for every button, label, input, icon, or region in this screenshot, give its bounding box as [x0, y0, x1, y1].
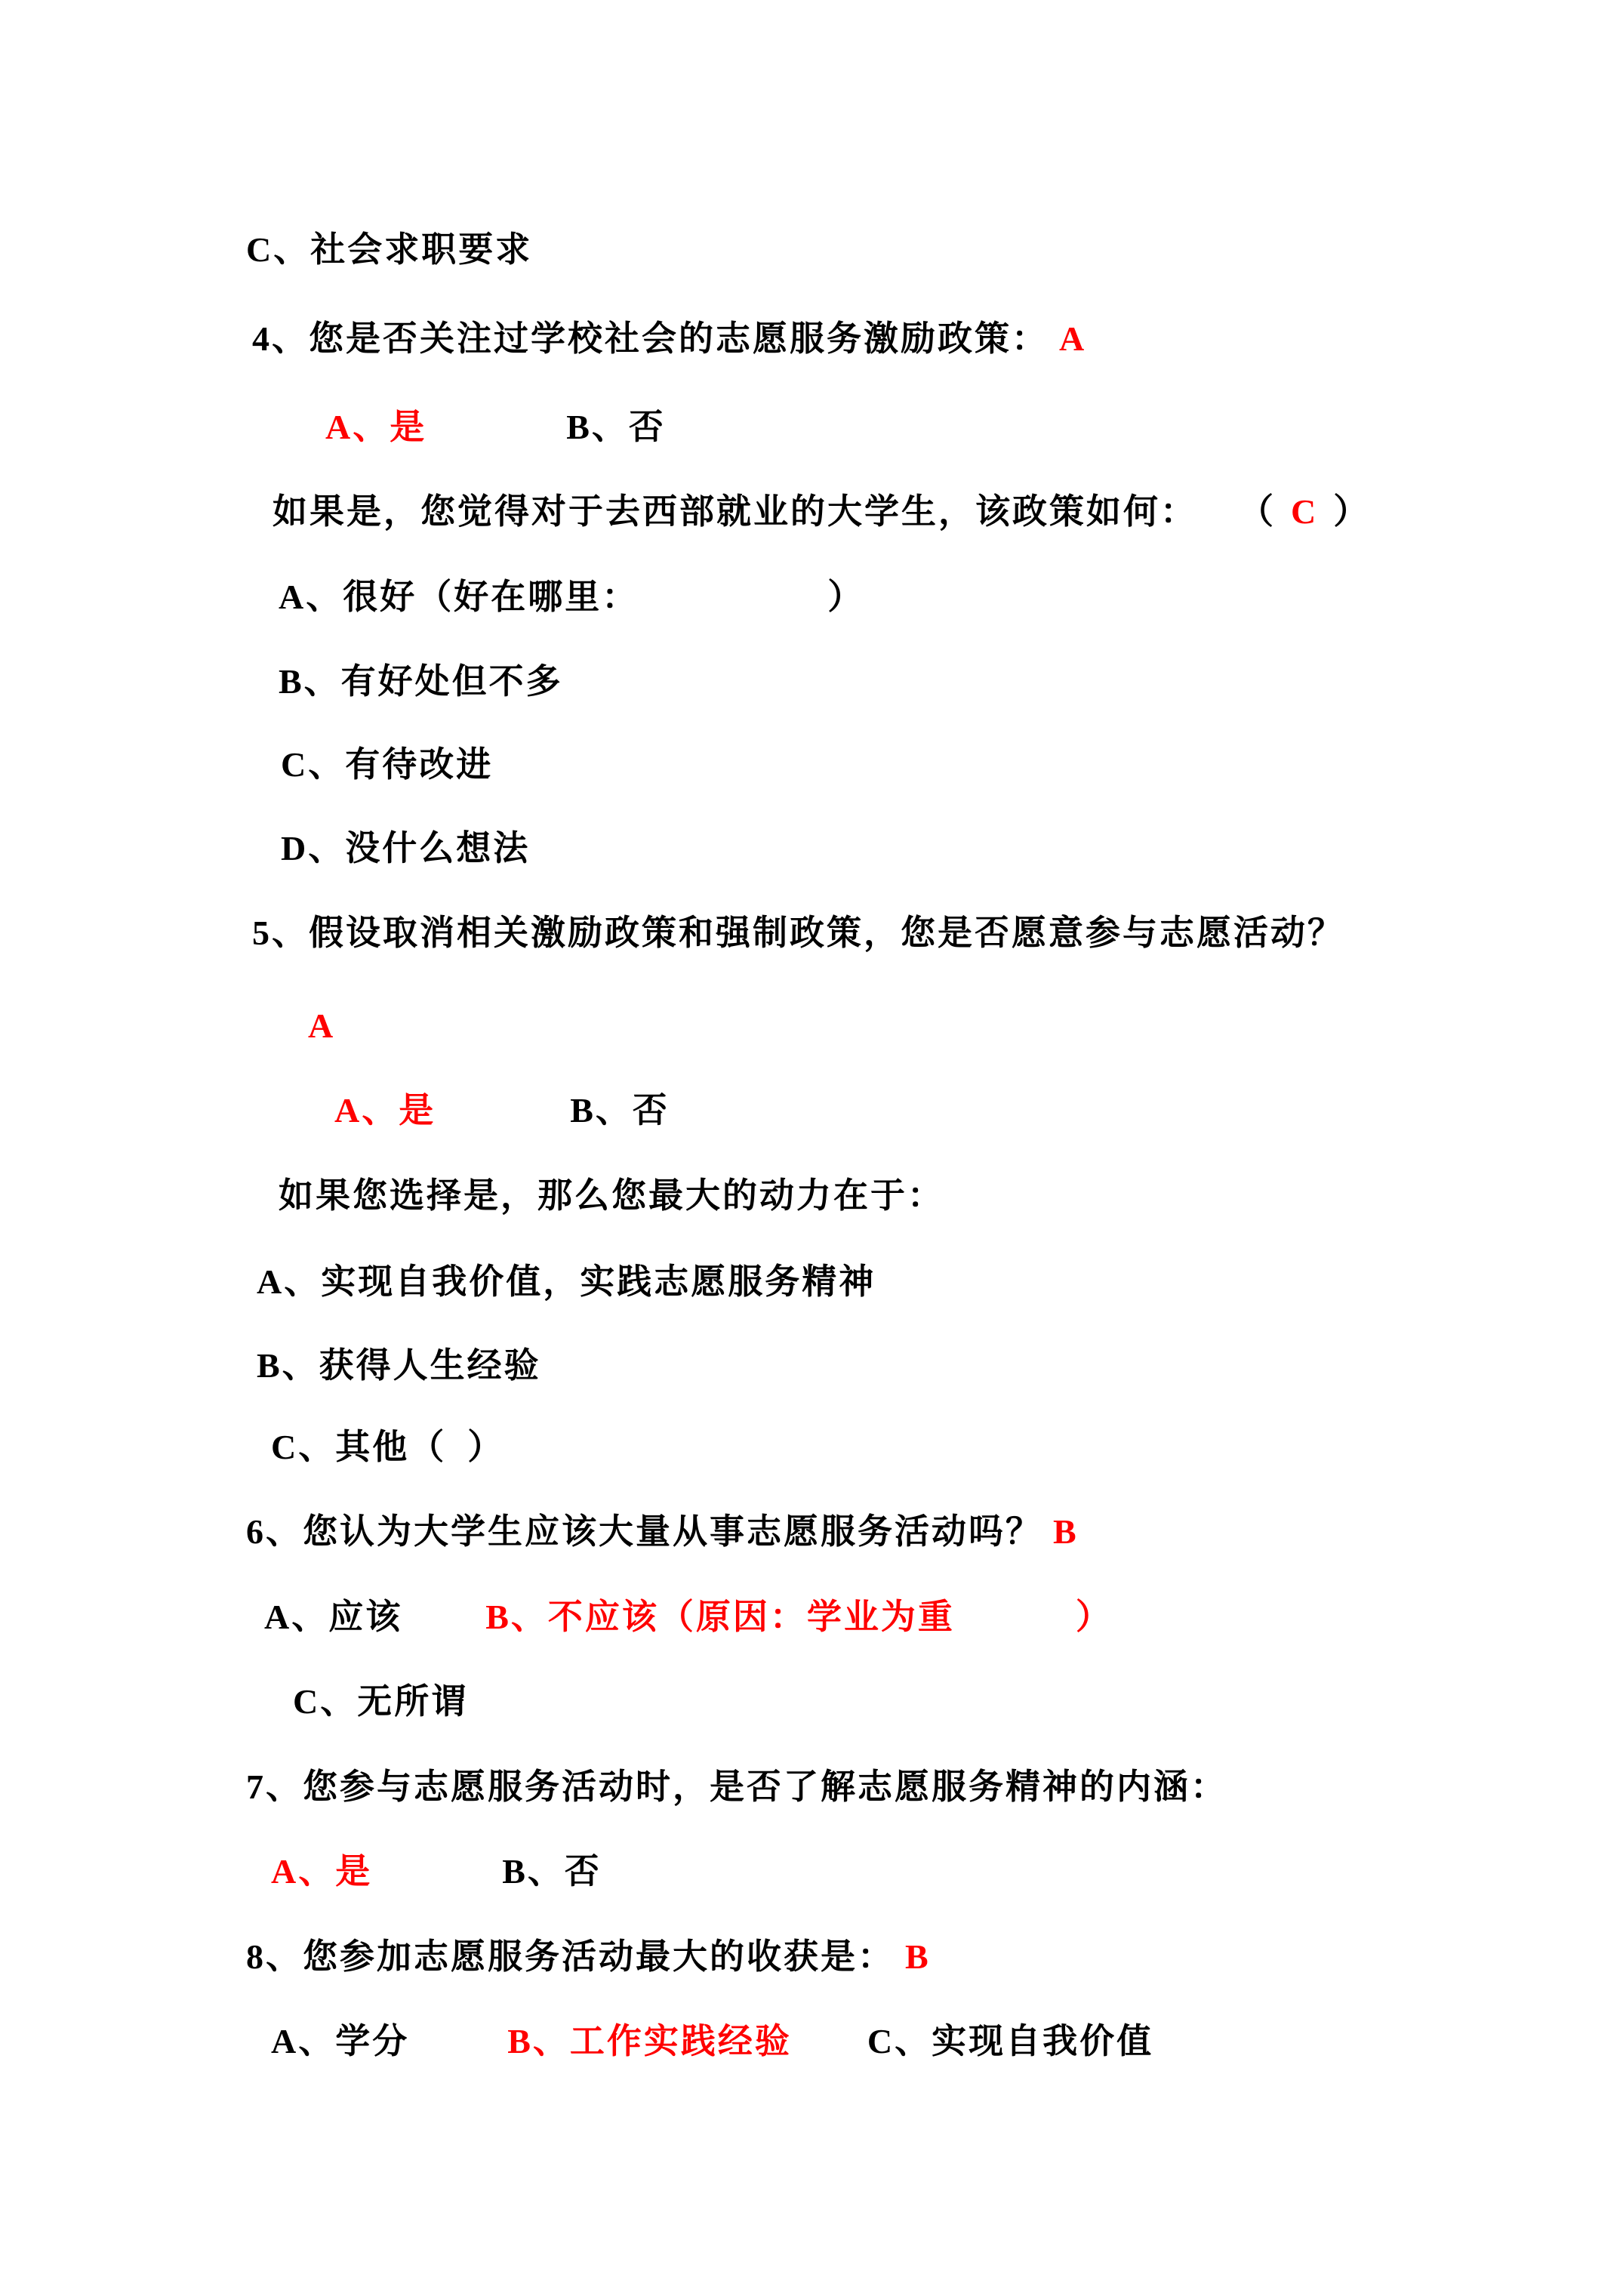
q7-option-no: B、否 [502, 1852, 602, 1891]
question-8-options-row [271, 2020, 1153, 2063]
option-text: C、无所谓 [293, 1682, 469, 1721]
q4-followup-option-a [279, 576, 864, 618]
question-4-stem-line [252, 318, 1086, 360]
q4-followup-stem: 如果是，您觉得对于去西部就业的大学生，该政策如何： [273, 492, 1197, 531]
q4-option-no: B、否 [566, 408, 666, 446]
q5-option-no: B、否 [570, 1091, 670, 1130]
paren-close: ） [1075, 1598, 1113, 1636]
question-4-options-row [325, 406, 666, 448]
q6-option-b-answer: B、不应该（原因：学业为重 [485, 1598, 955, 1636]
q8-option-c: C、实现自我价值 [867, 2022, 1154, 2060]
question-7-stem: 7、您参与志愿服务活动时，是否了解志愿服务精神的内涵： [246, 1767, 1227, 1806]
option-text: C、社会求职要求 [246, 230, 533, 269]
q5-followup-option-c [271, 1426, 504, 1469]
option-text: B、有好处但不多 [279, 662, 563, 701]
question-6-options-row [264, 1596, 1113, 1638]
option-text: C、有待改进 [281, 745, 494, 784]
question-4-answer: A [1059, 319, 1087, 358]
q5-followup-stem: 如果您选择是，那么您最大的动力在于： [279, 1176, 944, 1215]
q5-followup-option-a [257, 1261, 876, 1303]
q4-followup-option-d [281, 827, 530, 870]
paren-close: ） [1333, 492, 1371, 531]
question-4-stem: 4、您是否关注过学校社会的志愿服务激励政策： [252, 319, 1049, 358]
q8-option-b: B、工作实践经验 [507, 2022, 792, 2060]
q4-followup-answer: C [1291, 492, 1319, 531]
q6-option-c [293, 1681, 468, 1723]
q4-option-yes: A、是 [325, 408, 427, 446]
q5-followup-option-b [257, 1345, 541, 1387]
option-text: D、没什么想法 [281, 829, 531, 868]
q7-option-yes: A、是 [271, 1852, 373, 1891]
q5-option-yes: A、是 [334, 1091, 436, 1130]
question-5-answer: A [308, 1006, 336, 1045]
q4-followup-option-b [279, 661, 563, 703]
paren-close: ） [467, 1428, 505, 1466]
question-6-stem: 6、您认为大学生应该大量从事志愿服务活动吗？ [246, 1512, 1042, 1551]
question-5-options-row [334, 1089, 670, 1132]
option-text: B、获得人生经验 [257, 1346, 541, 1385]
option-text: A、实现自我价值，实践志愿服务精神 [257, 1262, 876, 1301]
question-6-stem-line [246, 1511, 1079, 1553]
question-8-answer: B [905, 1937, 931, 1976]
question-6-answer: B [1053, 1512, 1079, 1551]
question-5-answer-line [308, 1005, 335, 1047]
q5-followup-stem-line [279, 1175, 944, 1217]
option-text: A、很好（好在哪里： [279, 578, 639, 616]
q6-option-a: A、应该 [264, 1598, 403, 1636]
question-8-stem-line [246, 1936, 931, 1978]
option-text: C、其他（ [271, 1428, 447, 1466]
question-8-stem: 8、您参加志愿服务活动最大的收获是： [246, 1937, 895, 1976]
q8-option-a: A、学分 [271, 2022, 410, 2060]
question-7-stem-line [246, 1766, 1227, 1808]
paren-open: （ [1239, 492, 1276, 531]
prev-question-option-c [246, 229, 532, 271]
question-5-stem-line [252, 912, 1344, 954]
q4-followup-option-c [281, 744, 493, 786]
question-5-stem: 5、假设取消相关激励政策和强制政策，您是否愿意参与志愿活动？ [252, 914, 1344, 952]
question-7-options-row [271, 1851, 602, 1893]
paren-close: ） [827, 578, 865, 616]
q4-followup-stem-line [273, 491, 1370, 533]
